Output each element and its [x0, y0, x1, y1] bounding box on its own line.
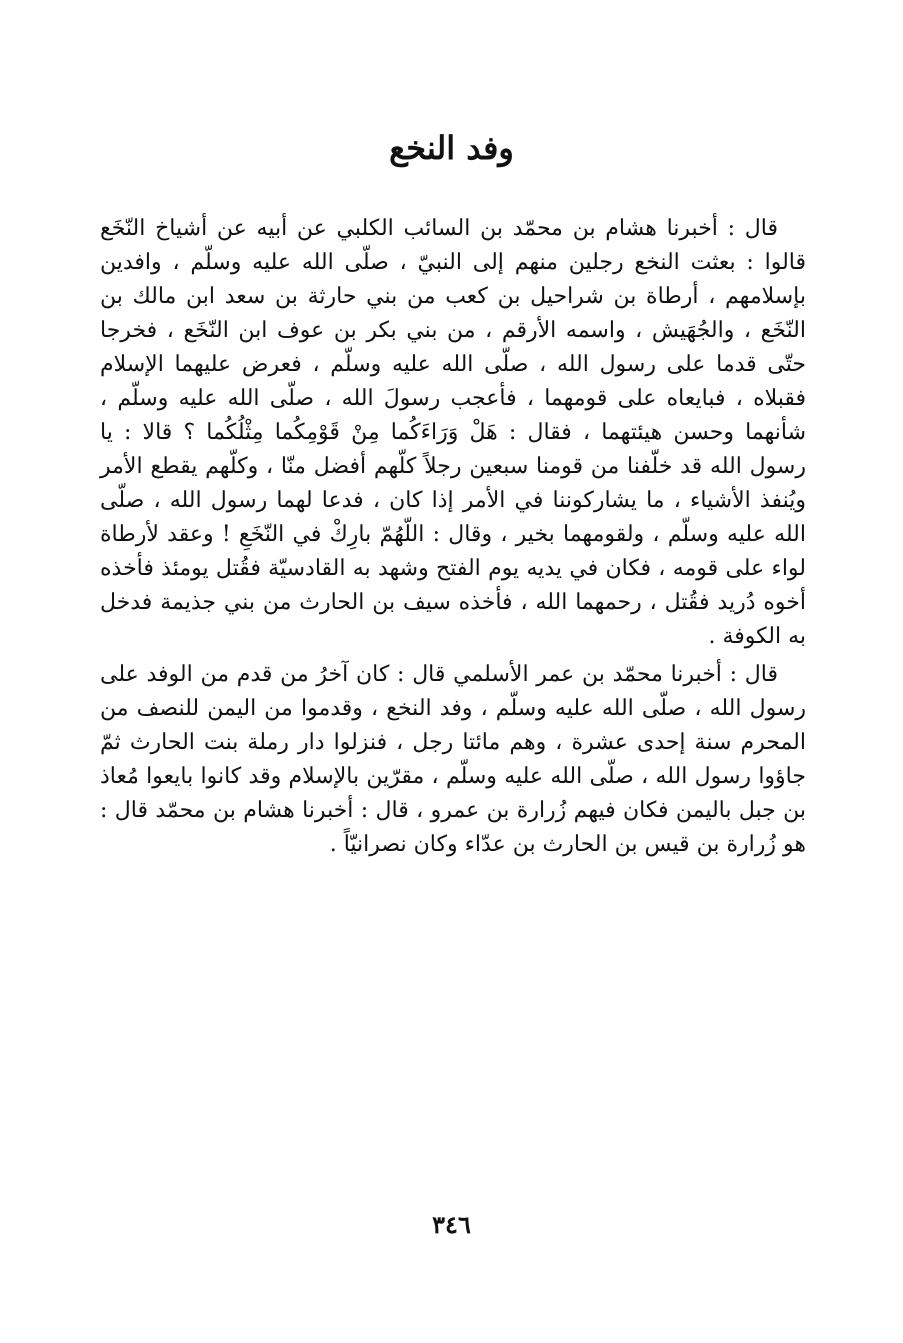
chapter-title: وفد النخع — [389, 129, 514, 167]
page-body — [100, 212, 806, 862]
paragraph-2: قال : أخبرنا محمّد بن عمر الأسلمي قال : كان آخرُ من قدم من الوفد على رسول الله ، صلّى الله عليه وسلّم ، وفد النخع ، وقدموا من اليمن للنصف من المحرم سنة إحدى عشرة ، وهم مائتا رجل ، فنزلوا دار رملة بنت الحارث ثمّ جاؤوا رسول الله ، صلّى الله عليه وسلّم ، مقرّين بالإسلام وقد كانوا بايعوا مُعاذ بن جبل باليمن فكان فيهم زُرارة بن عمرو ، قال : أخبرنا هشام بن محمّد قال : هو زُرارة بن قيس بن الحارث بن عدّاء وكان نصرانيّاً . — [100, 662, 806, 857]
page-number: ٣٤٦ — [432, 1210, 471, 1239]
paragraph-1: قال : أخبرنا هشام بن محمّد بن السائب الكلبي عن أبيه عن أشياخ النّخَع قالوا : بعثت النخع رجلين منهم إلى النبيّ ، صلّى الله عليه وسلّم ، وافدين بإسلامهم ، أرطاة بن شراحيل بن كعب من بني حارثة بن سعد ابن مالك بن النّخَع ، والجُهَيش ، واسمه الأرقم ، من بني بكر بن عوف ابن النّخَع ، فخرجا حتّى قدما على رسول الله ، صلّى الله عليه وسلّم ، فعرض عليهما الإسلام فقبلاه ، فبايعاه على قومهما ، فأعجب رسولَ الله ، صلّى الله عليه وسلّم ، شأنهما وحسن هيئتهما ، فقال : هَلْ وَرَاءَكُما مِنْ قَوْمِكُما مِثْلُكُما ؟ قالا : يا رسول الله قد خلّفنا من قومنا سبعين رجلاً كلّهم أفضل منّا ، وكلّهم يقطع الأمر ويُنفذ الأشياء ، ما يشاركوننا في الأمر إذا كان ، فدعا لهما رسول الله ، صلّى الله عليه وسلّم ، ولقومهما بخير ، وقال : اللّهُمّ بارِكْ في النّخَعِ ! وعقد لأرطاة لواء على قومه ، فكان في يديه يوم الفتح وشهد به القادسيّة فقُتل يومئذ فأخذه أخوه دُريد فقُتل ، رحمهما الله ، فأخذه سيف بن الحارث من بني جذيمة فدخل به الكوفة . — [100, 216, 806, 649]
